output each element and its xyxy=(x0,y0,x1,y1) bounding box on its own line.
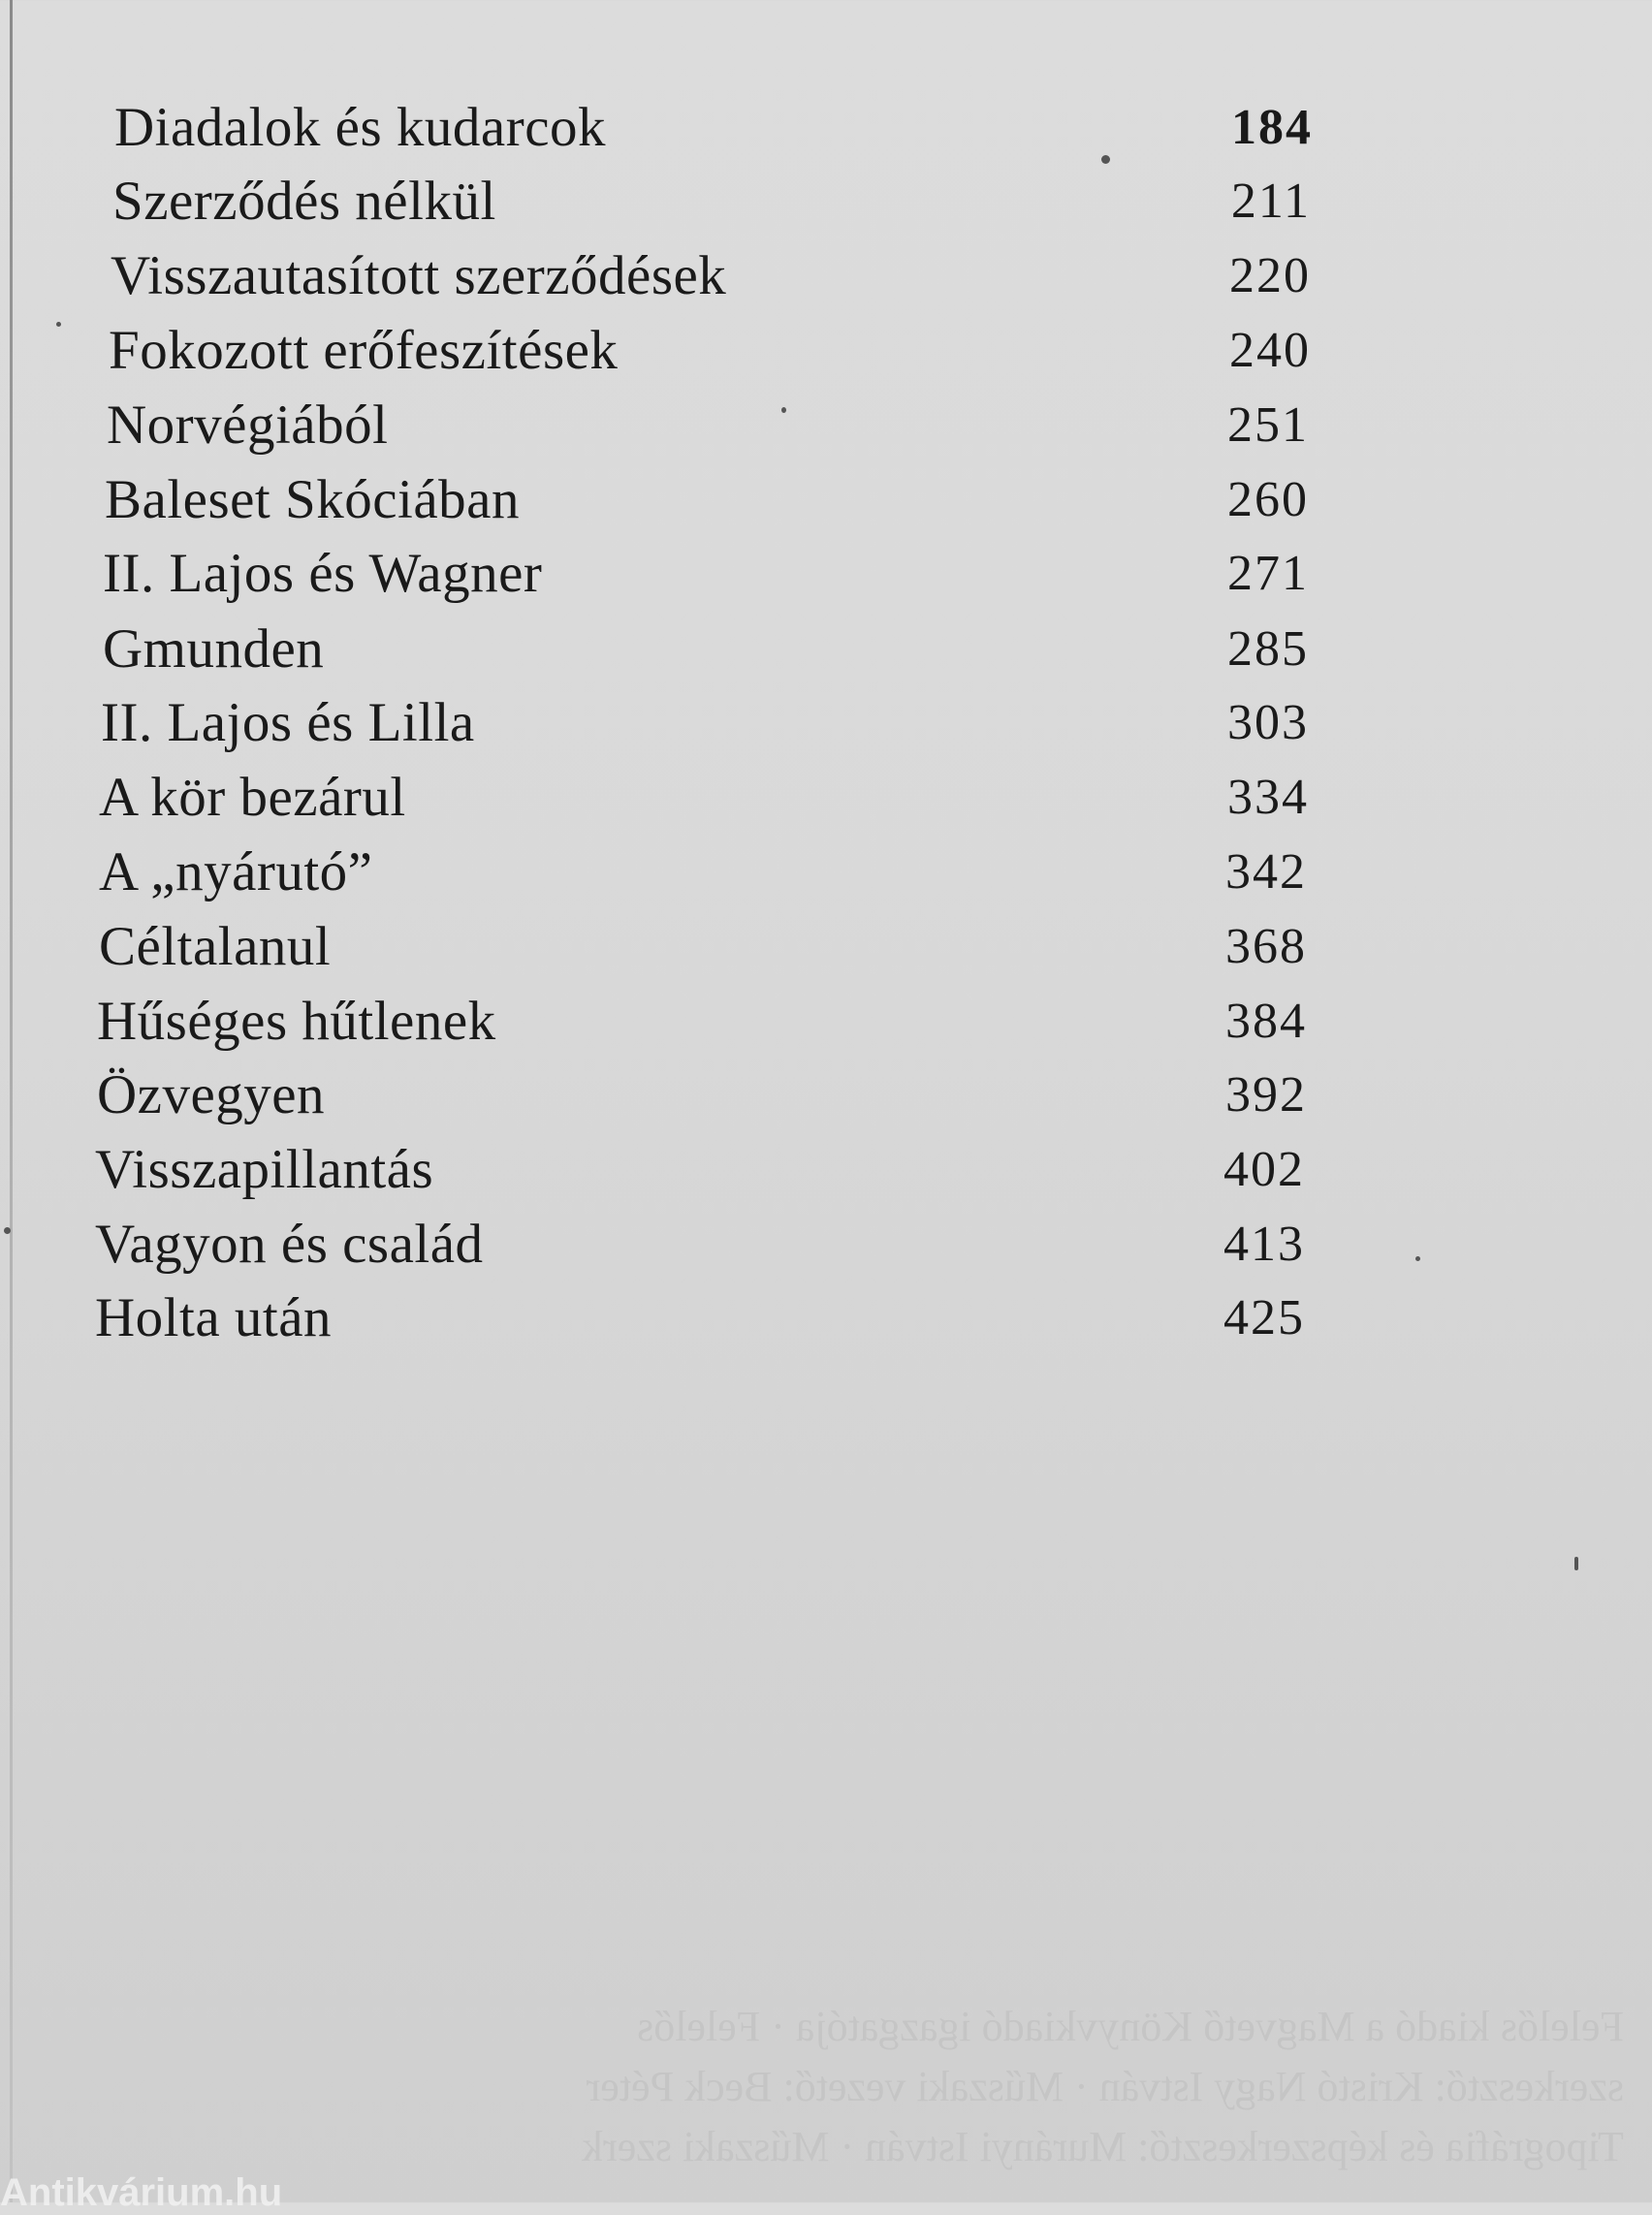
watermark: Antikvárium.hu xyxy=(0,2171,283,2214)
toc-entry-title: Gmunden xyxy=(103,618,325,680)
toc-entry-page: 184 xyxy=(1231,100,1313,155)
paper-speck xyxy=(1415,1256,1420,1261)
toc-entry-page: 402 xyxy=(1223,1142,1305,1197)
toc-entry-page: 303 xyxy=(1227,695,1309,750)
paper-speck xyxy=(1574,1557,1578,1570)
toc-entry-title: II. Lajos és Wagner xyxy=(103,543,543,604)
toc-entry-page: 260 xyxy=(1227,472,1309,527)
paper-speck xyxy=(56,322,61,327)
toc-entry-title: Visszapillantás xyxy=(95,1139,434,1200)
toc-entry-page: 384 xyxy=(1225,994,1307,1049)
paper-speck xyxy=(4,1227,11,1234)
toc-entry-title: Fokozott erőfeszítések xyxy=(109,320,619,381)
toc-entry-page: 368 xyxy=(1225,919,1307,974)
toc-entry-page: 211 xyxy=(1230,174,1311,229)
toc-entry-page: 285 xyxy=(1227,621,1309,677)
toc-entry-title: Visszautasított szerződések xyxy=(111,245,727,306)
reverse-side-bleed-through xyxy=(92,1997,1624,2177)
paper-speck xyxy=(1101,155,1110,164)
toc-entry-title: Norvégiából xyxy=(107,395,389,456)
toc-entry-page: 413 xyxy=(1223,1217,1305,1272)
toc-entry-page: 334 xyxy=(1227,770,1309,825)
toc-entry-page: 342 xyxy=(1225,844,1307,900)
toc-entry-title: Céltalanul xyxy=(99,916,332,977)
toc-entry-title: Szerződés nélkül xyxy=(112,171,496,232)
toc-entry-title: Hűséges hűtlenek xyxy=(97,991,496,1052)
toc-entry-page: 220 xyxy=(1229,248,1311,303)
toc-entry-title: Vagyon és család xyxy=(95,1214,484,1275)
bleed-line: Tipográfia és képszerkesztő: Murányi István · Műszaki szerk xyxy=(582,2123,1624,2170)
paper-speck xyxy=(781,407,786,413)
toc-entry-title: II. Lajos és Lilla xyxy=(101,692,475,753)
bleed-line: szerkesztő: Kristó Nagy István · Műszaki vezető: Beck Péter xyxy=(586,2063,1624,2110)
bleed-line: Felelős kiadó a Magvető Könyvkiadó igazgatója · Felelős xyxy=(637,2003,1624,2050)
toc-entry-title: Özvegyen xyxy=(97,1064,326,1125)
toc-entry-page: 425 xyxy=(1223,1290,1305,1345)
toc-entry-page: 392 xyxy=(1225,1067,1307,1123)
toc-entry-title: Baleset Skóciában xyxy=(105,469,520,530)
toc-entry-title: A „nyárutó” xyxy=(99,841,373,902)
toc-entry-title: A kör bezárul xyxy=(99,767,406,828)
toc-entry-title: Holta után xyxy=(95,1287,333,1348)
toc-entry-page: 271 xyxy=(1227,546,1309,601)
toc-entry-title: Diadalok és kudarcok xyxy=(114,97,606,158)
toc-entry-page: 251 xyxy=(1227,397,1309,453)
toc-entry-page: 240 xyxy=(1229,323,1311,378)
